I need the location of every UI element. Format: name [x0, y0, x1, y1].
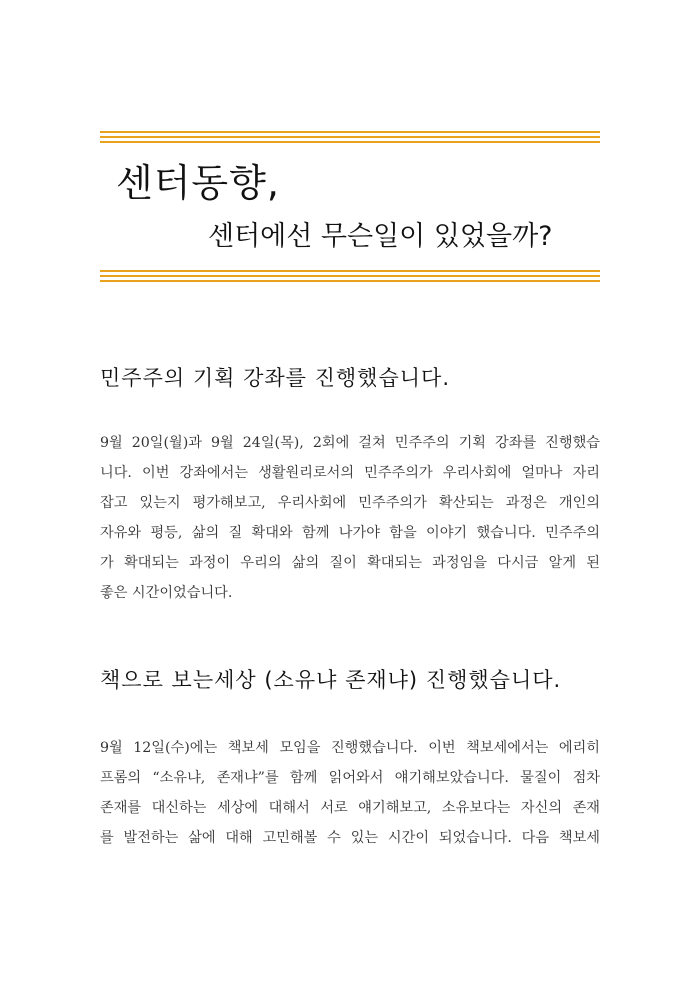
paragraph-line: 존재를 대신하는 세상에 대해서 서로 얘기해보고, 소유보다는 자신의 존재 [100, 800, 600, 816]
paragraph-line: 니다. 이번 강좌에서는 생활원리로서의 민주주의가 우리사회에 얼마나 자리 [100, 465, 600, 481]
paragraph-line: 프롬의 “소유냐, 존재냐”를 함께 읽어와서 얘기해보았습니다. 물질이 점차 [100, 770, 600, 786]
paragraph-line: 9월 12일(수)에는 책보세 모임을 진행했습니다. 이번 책보세에서는 에리히 [100, 740, 600, 756]
section-body-book-club [100, 733, 600, 853]
paragraph-line: 잡고 있는지 평가해보고, 우리사회에 민주주의가 확산되는 과정은 개인의 [100, 495, 600, 511]
paragraph-line: 좋은 시간이었습니다. [100, 585, 233, 601]
paragraph-line: 9월 20일(월)과 9월 24일(목), 2회에 걸쳐 민주주의 기획 강좌를 진행했습 [100, 435, 600, 451]
header-top-rule [100, 131, 600, 146]
section-heading-democracy-lecture: 민주주의 기획 강좌를 진행했습니다. [100, 366, 450, 390]
section-body-democracy-lecture [100, 428, 600, 608]
paragraph-line: 를 발전하는 삶에 대해 고민해볼 수 있는 시간이 되었습니다. 다음 책보세 [100, 830, 600, 846]
section-heading-book-club: 책으로 보는세상 (소유냐 존재냐) 진행했습니다. [100, 668, 562, 692]
page-title: 센터동향, [116, 161, 280, 205]
header-bottom-rule [100, 270, 600, 285]
paragraph-line: 가 확대되는 과정이 우리의 삶의 질이 확대되는 과정임을 다시금 알게 된 [100, 555, 600, 571]
page-subtitle: 센터에선 무슨일이 있었을까? [208, 221, 553, 252]
paragraph-line: 자유와 평등, 삶의 질 확대와 함께 나가야 함을 이야기 했습니다. 민주주의 [100, 525, 600, 541]
